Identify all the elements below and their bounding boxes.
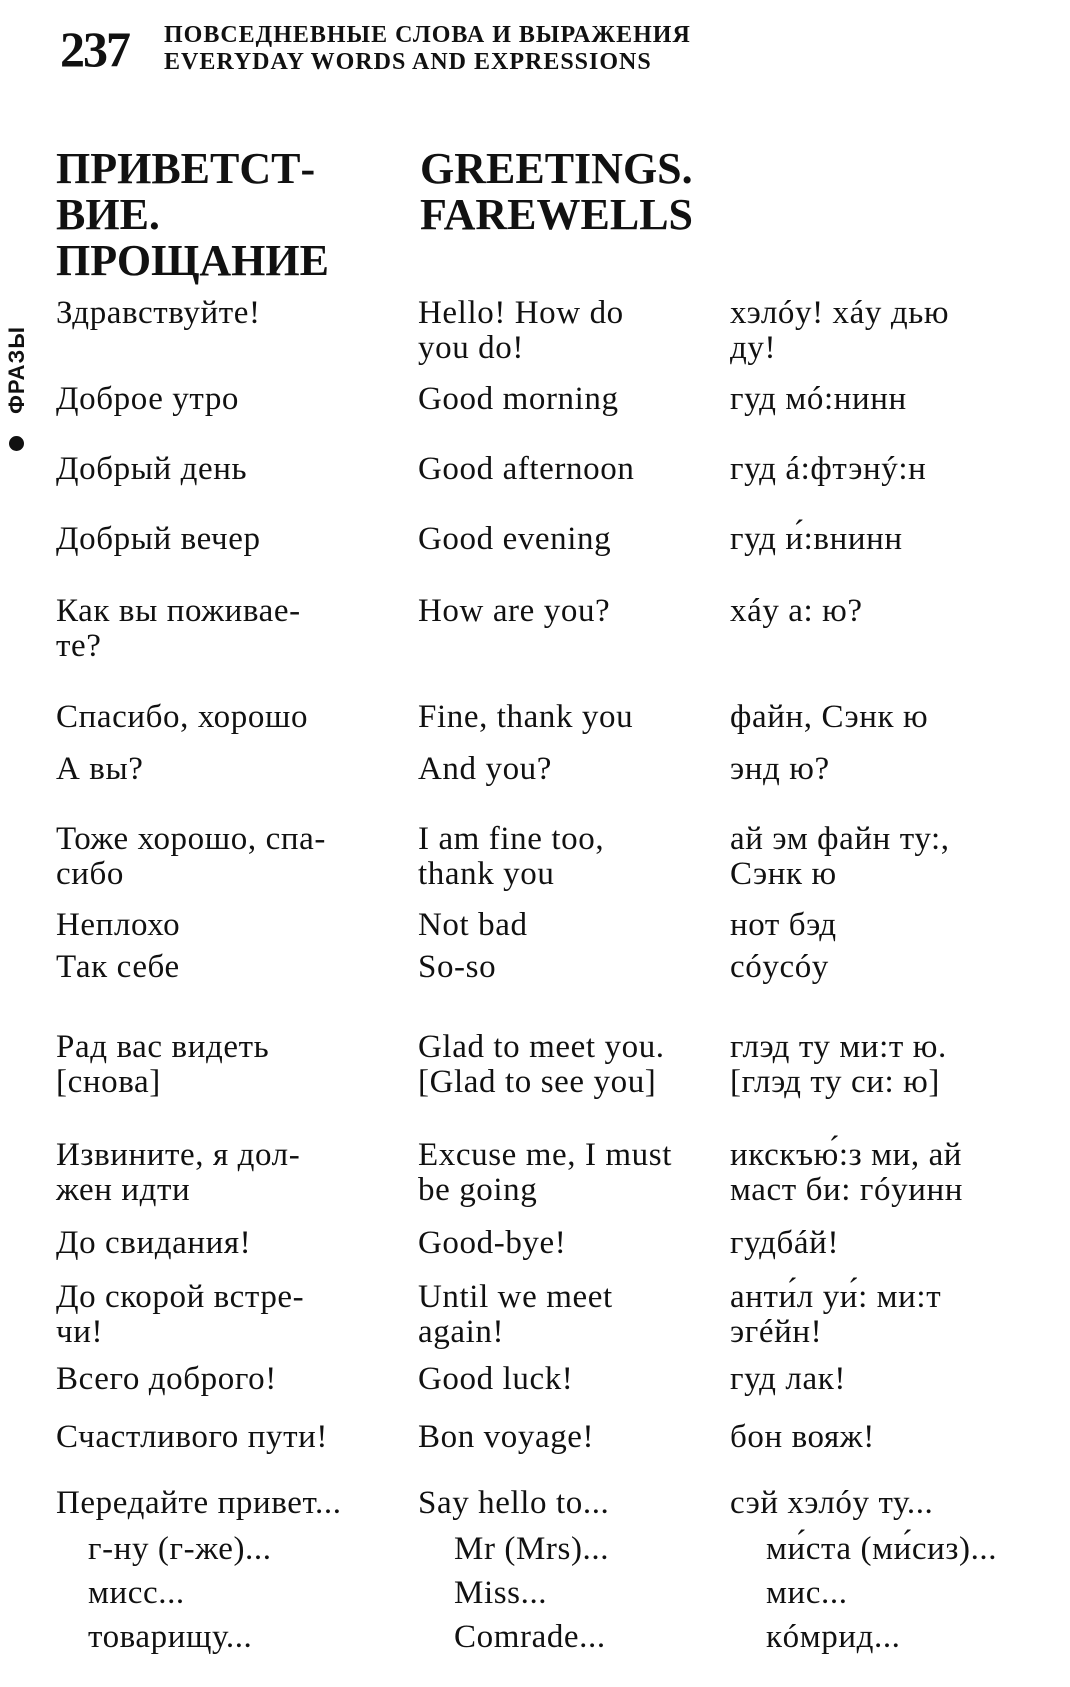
english-phrase-line: Fine, thank you [418,699,634,735]
russian-phrase [56,822,326,892]
russian-phrase [56,950,180,985]
transcription-line: гуд и́:внинн [730,521,903,557]
russian-phrase [56,752,143,787]
transcription-line: сóусóу [730,949,829,985]
english-phrase [418,1280,613,1350]
transcription-line: [глэд ту си: ю] [730,1064,940,1100]
russian-phrase-line: До свидания! [56,1225,252,1261]
russian-phrase-line: Тоже хорошо, спа- [56,821,326,857]
running-head [164,22,691,76]
english-phrase [418,752,552,787]
russian-phrase [56,522,261,557]
transcription [730,382,907,417]
russian-phrase [56,1486,342,1521]
english-phrase-line: I am fine too, [418,821,605,857]
transcription [730,1362,846,1397]
transcription-line: хáу а: ю? [730,593,863,629]
english-phrase-line: Say hello to... [418,1485,610,1521]
english-phrase-line: again! [418,1314,505,1350]
english-phrase [418,908,528,943]
english-phrase-line: Good evening [418,521,612,557]
transcription-line: гудбáй! [730,1225,840,1261]
transcription [730,296,949,366]
transcription-line: эгéйн! [730,1314,823,1350]
russian-phrase [56,1576,185,1611]
transcription-line: энд ю? [730,751,830,787]
transcription [730,1030,947,1100]
english-phrase-line: Good-bye! [418,1225,567,1261]
transcription-line: глэд ту ми:т ю. [730,1029,947,1065]
transcription-line: ду! [730,330,777,366]
transcription [730,594,863,629]
english-phrase [418,1576,547,1611]
english-phrase [418,1532,609,1567]
transcription [730,1486,933,1521]
russian-phrase-line: мисс... [88,1575,185,1611]
english-phrase-line: Until we meet [418,1279,613,1315]
transcription [730,1280,941,1350]
russian-phrase-line: Доброе утро [56,381,240,417]
russian-phrase-line: Так себе [56,949,180,985]
transcription [730,1138,963,1208]
english-phrase-line: Good afternoon [418,451,635,487]
transcription-line: ми́ста (ми́сиз)... [766,1531,998,1567]
russian-phrase [56,1620,252,1655]
bullet-icon [9,436,24,451]
russian-phrase-line: Спасибо, хорошо [56,699,309,735]
side-tab-label: ФРАЗЫ [4,326,29,414]
russian-phrase [56,594,301,664]
transcription-line: гуд лак! [730,1361,846,1397]
english-phrase-line: Comrade... [454,1619,606,1655]
transcription-line: гуд мó:нинн [730,381,907,417]
russian-phrase-line: Передайте привет... [56,1485,342,1521]
section-title-en-line: FAREWELLS [420,190,694,239]
section-title-en [420,146,750,238]
russian-phrase-line: Здравствуйте! [56,295,261,331]
transcription-line: мис... [766,1575,848,1611]
transcription-line: хэлóу! хáу дью [730,295,950,331]
english-phrase [418,296,624,366]
russian-phrase [56,1138,300,1208]
section-title-ru-line: ПРИВЕТСТ- [56,144,316,193]
transcription [730,452,926,487]
english-phrase [418,1138,672,1208]
english-phrase [418,822,604,892]
russian-phrase-line: товарищу... [88,1619,253,1655]
english-phrase-line: Good morning [418,381,619,417]
english-phrase-line: you do! [418,330,524,366]
russian-phrase-line: До скорой встре- [56,1279,305,1315]
section-title-en-line: GREETINGS. [420,144,693,193]
english-phrase-line: So-so [418,949,497,985]
russian-phrase [56,1030,269,1100]
russian-phrase-line: сибо [56,856,124,892]
russian-phrase-line: [снова] [56,1064,161,1100]
english-phrase-line: How are you? [418,593,611,629]
english-phrase [418,1486,609,1521]
transcription-line: файн, Сэнк ю [730,699,929,735]
english-phrase [418,594,610,629]
transcription [730,1532,997,1567]
russian-phrase-line: А вы? [56,751,144,787]
running-head-ru: ПОВСЕДНЕВНЫЕ СЛОВА И ВЫРАЖЕНИЯ [164,22,691,48]
english-phrase [418,1620,606,1655]
russian-phrase-line: Добрый день [56,451,248,487]
transcription-line: маст би: гóуинн [730,1172,964,1208]
transcription-line: бон вояж! [730,1419,875,1455]
transcription [730,700,928,735]
transcription [730,1420,875,1455]
transcription-line: сэй хэлóу ту... [730,1485,934,1521]
russian-phrase-line: Извините, я дол- [56,1137,301,1173]
russian-phrase [56,1532,272,1567]
russian-phrase-line: Счастливого пути! [56,1419,328,1455]
english-phrase-line: Hello! How do [418,295,624,331]
page-number: 237 [60,21,129,77]
russian-phrase [56,1362,277,1397]
transcription-line: нот бэд [730,907,837,943]
english-phrase [418,1362,573,1397]
transcription-line: гуд á:фтэнý:н [730,451,927,487]
english-phrase-line: Excuse me, I must [418,1137,672,1173]
english-phrase-line: Good luck! [418,1361,574,1397]
russian-phrase-line: Всего доброго! [56,1361,277,1397]
russian-phrase-line: Рад вас видеть [56,1029,270,1065]
russian-phrase [56,1280,304,1350]
transcription-line: икскъю́:з ми, ай [730,1137,963,1173]
english-phrase [418,522,611,557]
english-phrase-line: thank you [418,856,555,892]
russian-phrase [56,700,308,735]
english-phrase-line: And you? [418,751,553,787]
english-phrase [418,950,496,985]
running-head-en: EVERYDAY WORDS AND EXPRESSIONS [164,49,652,75]
transcription [730,522,903,557]
section-title-ru-line: ПРОЩАНИЕ [56,236,329,285]
english-phrase [418,1420,594,1455]
english-phrase [418,382,619,417]
english-phrase-line: Mr (Mrs)... [454,1531,610,1567]
transcription [730,752,830,787]
russian-phrase-line: чи! [56,1314,104,1350]
russian-phrase [56,908,180,943]
transcription [730,950,829,985]
english-phrase-line: Bon voyage! [418,1419,595,1455]
transcription [730,1620,901,1655]
transcription [730,908,837,943]
russian-phrase-line: те? [56,628,102,664]
russian-phrase [56,452,247,487]
russian-phrase-line: Неплохо [56,907,181,943]
section-title-ru-line: ВИЕ. [56,190,160,239]
russian-phrase [56,1420,328,1455]
russian-phrase-line: Как вы поживае- [56,593,301,629]
russian-phrase [56,296,261,331]
side-tab [2,300,32,460]
english-phrase [418,1226,566,1261]
transcription [730,1226,839,1261]
russian-phrase-line: Добрый вечер [56,521,261,557]
english-phrase-line: Not bad [418,907,528,943]
english-phrase-line: Miss... [454,1575,548,1611]
english-phrase [418,700,633,735]
transcription [730,1576,848,1611]
transcription-line: ай эм файн ту:, [730,821,950,857]
russian-phrase-line: жен идти [56,1172,191,1208]
english-phrase-line: [Glad to see you] [418,1064,657,1100]
section-title-ru [56,146,386,284]
transcription-line: Сэнк ю [730,856,837,892]
english-phrase-line: Glad to meet you. [418,1029,665,1065]
russian-phrase-line: г-ну (г-же)... [88,1531,272,1567]
transcription-line: анти́л уи́: ми:т [730,1279,942,1315]
russian-phrase [56,1226,251,1261]
transcription-line: кóмрид... [766,1619,901,1655]
transcription [730,822,950,892]
russian-phrase [56,382,239,417]
english-phrase-line: be going [418,1172,538,1208]
english-phrase [418,452,634,487]
english-phrase [418,1030,665,1100]
